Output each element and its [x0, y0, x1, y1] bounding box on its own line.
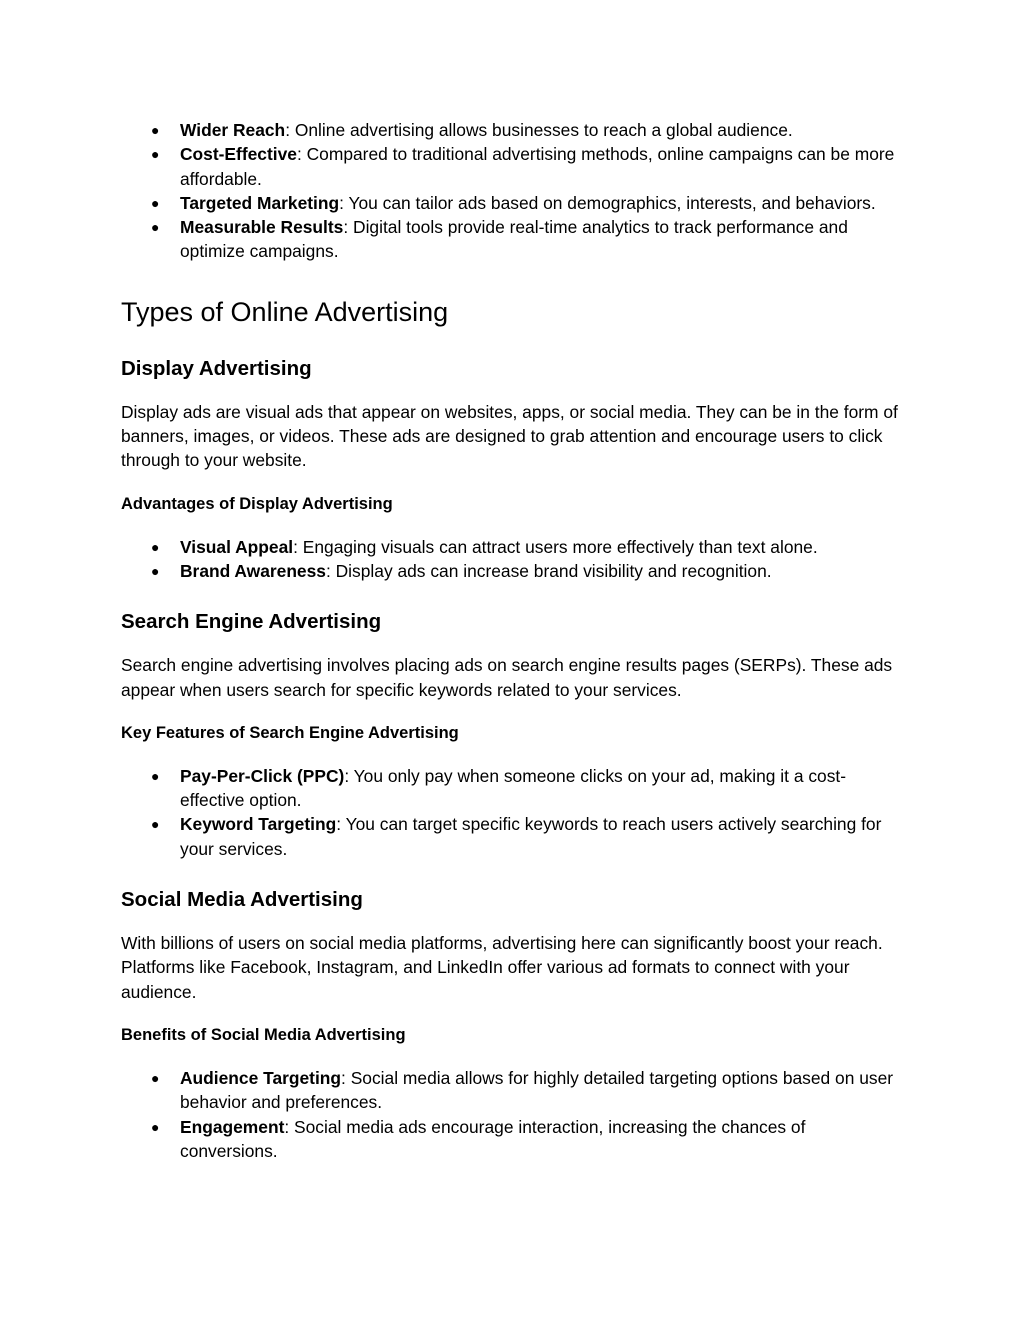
list-item	[121, 118, 904, 142]
list-item	[121, 764, 904, 813]
list-item	[121, 191, 904, 215]
list-item-text: : Social media ads encourage interaction, increasing the chances of conversions.	[180, 1116, 806, 1161]
bullet-icon: ●	[151, 122, 160, 138]
list-item-text: : Engaging visuals can attract users more effectively than text alone.	[293, 536, 818, 557]
list-item-term: Audience Targeting	[180, 1067, 342, 1088]
display-heading: Display Advertising	[121, 356, 312, 380]
social-heading: Social Media Advertising	[121, 888, 363, 912]
list-item-term: Cost-Effective	[180, 144, 297, 165]
list-item-text: : You can tailor ads based on demographics, interests, and behaviors.	[339, 192, 876, 213]
list-item	[121, 1066, 904, 1115]
list-item-text: : You only pay when someone clicks on your ad, making it a cost-effective option.	[180, 765, 847, 811]
list-item	[121, 812, 904, 861]
list-item-text: : Compared to traditional advertising methods, online campaigns can be more affordable.	[180, 144, 895, 189]
search-subheading: Key Features of Search Engine Advertising	[121, 723, 459, 742]
bullet-icon: ●	[151, 194, 160, 211]
bullet-icon: ●	[151, 1118, 160, 1135]
list-item	[121, 535, 904, 559]
intro-benefits-list	[121, 118, 904, 264]
list-item-text: : Display ads can increase brand visibility and recognition.	[325, 560, 772, 581]
social-benefits-list	[121, 1066, 904, 1163]
list-item-term: Wider Reach	[180, 120, 286, 140]
social-subheading: Benefits of Social Media Advertising	[121, 1025, 406, 1044]
display-paragraph: Display ads are visual ads that appear on websites, apps, or social media. They can be in the form of banners, images, or videos. These ads are designed to grab attention and encourage users to click through to your website.	[121, 401, 898, 471]
list-item	[121, 559, 904, 583]
list-item-term: Keyword Targeting	[180, 814, 337, 835]
main-heading: Types of Online Advertising	[121, 296, 449, 327]
search-heading: Search Engine Advertising	[121, 610, 382, 634]
search-paragraph: Search engine advertising involves placing ads on search engine results pages (SERPs). These ads appear when users search for specific keywords related to your services.	[121, 655, 893, 700]
list-item-term: Brand Awareness	[180, 560, 326, 581]
list-item-term: Measurable Results	[180, 217, 344, 238]
bullet-icon: ●	[151, 219, 160, 236]
list-item-term: Targeted Marketing	[180, 192, 340, 213]
list-item	[121, 1115, 904, 1164]
list-item-text: : Social media allows for highly detailed targeting options based on user behavior and preferences.	[180, 1067, 894, 1113]
bullet-icon: ●	[151, 816, 160, 833]
list-item-text: : Online advertising allows businesses to reach a global audience.	[285, 120, 793, 140]
bullet-icon: ●	[151, 562, 160, 579]
social-paragraph: With billions of users on social media platforms, advertising here can significantly boost your reach. Platforms like Facebook, Instagram, and LinkedIn offer various ad formats to connect with your audience.	[121, 933, 883, 1002]
search-features-list	[121, 764, 904, 861]
list-item	[121, 215, 904, 264]
list-item-text: : You can target specific keywords to reach users actively searching for your services.	[180, 814, 882, 859]
bullet-icon: ●	[151, 146, 160, 163]
bullet-icon: ●	[151, 538, 160, 555]
bullet-icon: ●	[151, 1069, 160, 1086]
list-item-term: Engagement	[180, 1116, 285, 1137]
list-item-text: : Digital tools provide real-time analytics to track performance and optimize campaigns.	[180, 217, 848, 262]
list-item-term: Visual Appeal	[180, 536, 294, 557]
list-item	[121, 142, 904, 191]
display-advantages-list	[121, 535, 904, 584]
display-subheading: Advantages of Display Advertising	[121, 494, 393, 513]
list-item-term: Pay-Per-Click (PPC)	[180, 765, 345, 786]
bullet-icon: ●	[151, 767, 160, 784]
